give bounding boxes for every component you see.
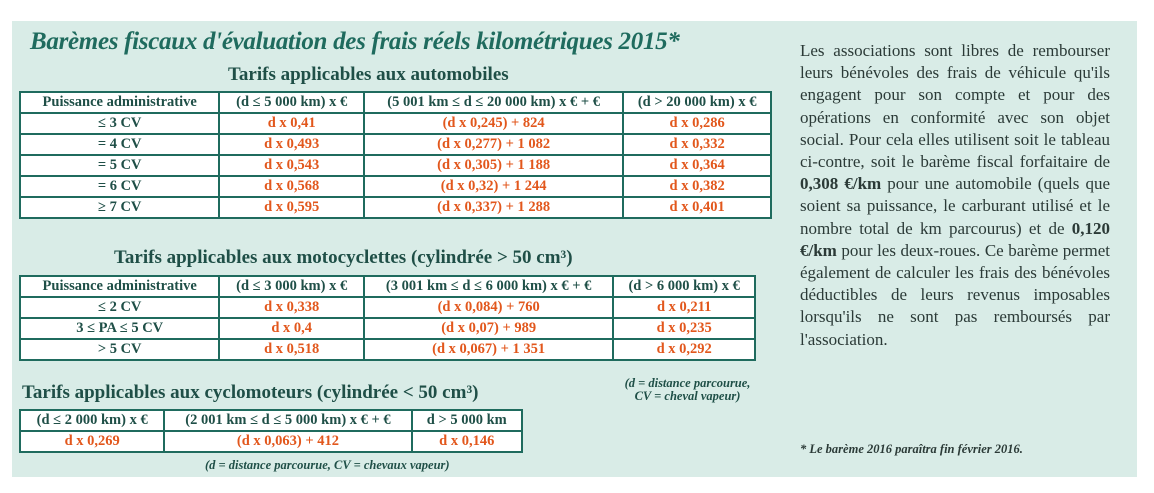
cyclo-heading: Tarifs applicables aux cyclomoteurs (cylindrée < 50 cm³): [22, 382, 479, 403]
table-cell: (d x 0,277) + 1 082: [364, 134, 623, 155]
row-label: ≤ 3 CV: [20, 113, 219, 134]
column-header: Puissance administrative: [20, 276, 219, 297]
table-row: [20, 339, 755, 360]
auto-header-row: [20, 92, 771, 113]
moto-header-row: [20, 276, 755, 297]
row-label: ≤ 2 CV: [20, 297, 219, 318]
column-header: (d ≤ 2 000 km) x €: [20, 410, 164, 431]
auto-table: [19, 91, 772, 219]
table-cell: d x 0,146: [412, 431, 522, 452]
row-label: ≥ 7 CV: [20, 197, 219, 218]
rate-two-wheelers: 0,120 €/km: [800, 218, 1110, 260]
table-cell: d x 0,269: [20, 431, 164, 452]
table-cell: d x 0,286: [623, 113, 771, 134]
table-cell: d x 0,4: [219, 318, 364, 339]
explanation-paragraph: [800, 40, 1110, 351]
auto-heading: Tarifs applicables aux automobiles: [228, 64, 509, 85]
table-cell: d x 0,332: [623, 134, 771, 155]
rate-automobile: 0,308 €/km: [800, 174, 882, 194]
moto-heading: Tarifs applicables aux motocyclettes (cylindrée > 50 cm³): [114, 247, 573, 268]
table-row: [20, 297, 755, 318]
table-cell: (d x 0,305) + 1 188: [364, 155, 623, 176]
moto-table: [19, 275, 756, 361]
table-cell: d x 0,211: [613, 297, 755, 318]
table-cell: d x 0,338: [219, 297, 364, 318]
column-header: (d ≤ 3 000 km) x €: [219, 276, 364, 297]
table-row: [20, 134, 771, 155]
table-cell: d x 0,401: [623, 197, 771, 218]
table-cell: d x 0,595: [219, 197, 364, 218]
column-header: Puissance administrative: [20, 92, 219, 113]
table-row: [20, 176, 771, 197]
table-cell: d x 0,493: [219, 134, 364, 155]
table-cell: (d x 0,084) + 760: [364, 297, 613, 318]
table-cell: (d x 0,337) + 1 288: [364, 197, 623, 218]
table-cell: (d x 0,067) + 1 351: [364, 339, 613, 360]
paragraph-text-3: pour les deux-roues. Ce barème permet également de calculer les frais des bénévoles déductibles de leurs revenus imposables lorsqu'ils ne sont pas remboursés par l'association.: [800, 240, 1110, 349]
paragraph-text-1: Les associations sont libres de rembourser leurs bénévoles des frais de véhicule qu'ils engagent pour son compte et pour des opérations en conformité avec son objet social. Pour cela elles utilisent soit le tableau ci-contre, soit le barème fiscal forfaitaire de: [800, 41, 1110, 172]
table-cell: d x 0,382: [623, 176, 771, 197]
table-cell: (d x 0,32) + 1 244: [364, 176, 623, 197]
moto-note: [615, 377, 760, 403]
row-label: = 4 CV: [20, 134, 219, 155]
column-header: (5 001 km ≤ d ≤ 20 000 km) x € + €: [364, 92, 623, 113]
footnote: * Le barème 2016 paraîtra fin février 2016.: [800, 442, 1023, 456]
moto-note-line1: (d = distance parcourue,: [624, 376, 751, 390]
column-header: (d > 20 000 km) x €: [623, 92, 771, 113]
table-cell: d x 0,568: [219, 176, 364, 197]
cyclo-header-row: [20, 410, 522, 431]
table-cell: (d x 0,07) + 989: [364, 318, 613, 339]
column-header: (d > 6 000 km) x €: [613, 276, 755, 297]
column-header: (d ≤ 5 000 km) x €: [219, 92, 364, 113]
column-header: (3 001 km ≤ d ≤ 6 000 km) x € + €: [364, 276, 613, 297]
cyclo-note: (d = distance parcourue, CV = chevaux vapeur): [205, 458, 450, 472]
table-cell: d x 0,543: [219, 155, 364, 176]
paragraph-text-2: pour une automobile (quels que soient sa puissance, le carburant utilisé et le nombre total de km parcourus) et de: [800, 174, 1111, 238]
table-row: [20, 113, 771, 134]
row-label: = 5 CV: [20, 155, 219, 176]
row-label: > 5 CV: [20, 339, 219, 360]
cyclo-table: [19, 409, 523, 453]
table-row: [20, 318, 755, 339]
table-cell: d x 0,518: [219, 339, 364, 360]
page-title: Barèmes fiscaux d'évaluation des frais réels kilométriques 2015*: [30, 28, 680, 55]
column-header: d > 5 000 km: [412, 410, 522, 431]
row-label: 3 ≤ PA ≤ 5 CV: [20, 318, 219, 339]
table-cell: d x 0,41: [219, 113, 364, 134]
table-row: [20, 155, 771, 176]
column-header: (2 001 km ≤ d ≤ 5 000 km) x € + €: [164, 410, 411, 431]
table-row: [20, 197, 771, 218]
table-cell: d x 0,235: [613, 318, 755, 339]
table-cell: d x 0,292: [613, 339, 755, 360]
table-cell: d x 0,364: [623, 155, 771, 176]
row-label: = 6 CV: [20, 176, 219, 197]
moto-note-line2: CV = cheval vapeur): [634, 389, 741, 403]
table-cell: (d x 0,245) + 824: [364, 113, 623, 134]
table-row: [20, 431, 522, 452]
table-cell: (d x 0,063) + 412: [164, 431, 411, 452]
